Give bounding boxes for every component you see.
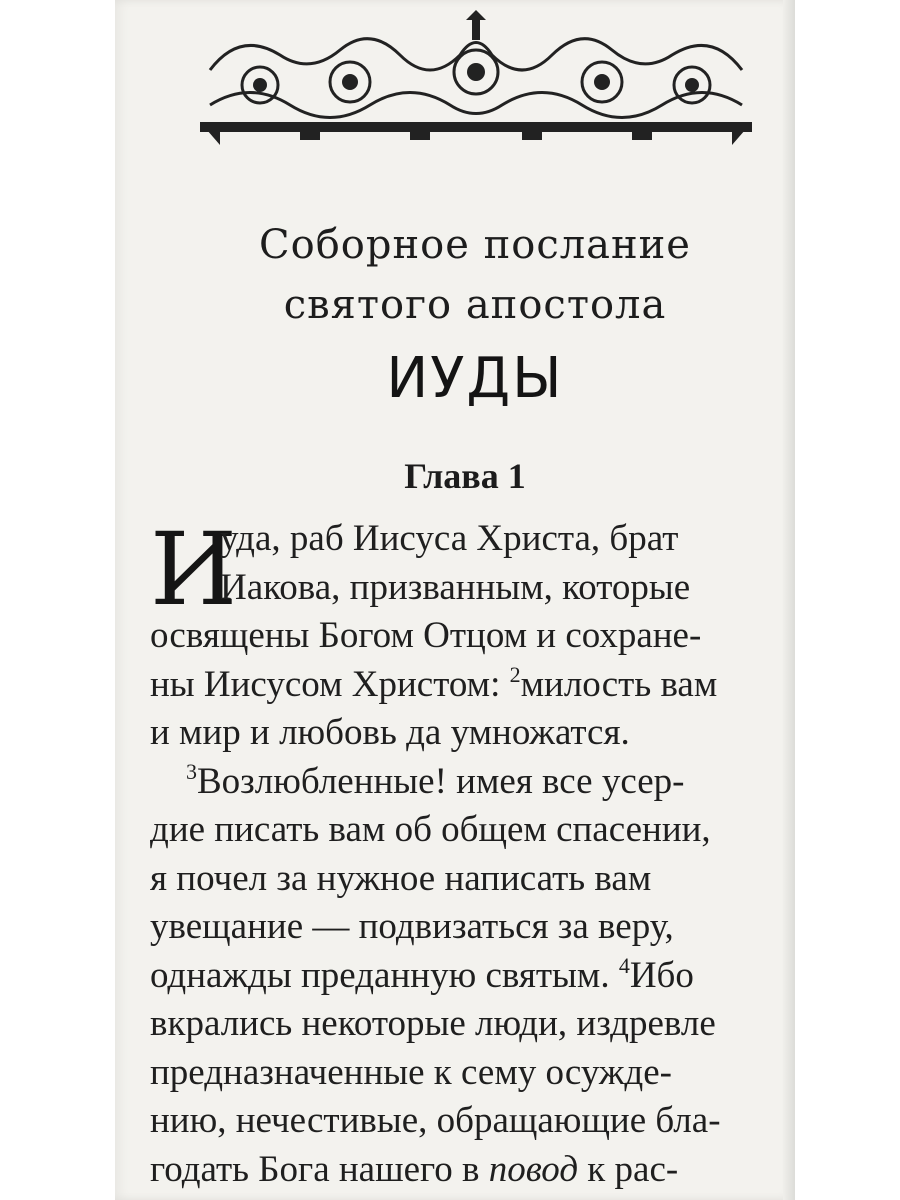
title-line-2: святого апостола <box>283 282 667 328</box>
text-segment: ны Иисусом Христом: <box>150 663 510 705</box>
text-line <box>150 661 780 710</box>
text-line <box>150 758 780 807</box>
text-segment: милость вам <box>520 663 718 705</box>
text-line <box>150 952 780 1001</box>
text-segment: Ибо <box>629 954 694 996</box>
text-italic: повод <box>488 1148 579 1190</box>
ornament-headpiece <box>200 10 752 145</box>
title-line-1: Соборное послание <box>259 222 691 268</box>
text-segment: годать Бога нашего в <box>150 1148 489 1190</box>
text-line: Иакова, призванным, которые <box>220 566 691 608</box>
text-line: я почел за нужное написать вам <box>150 857 652 899</box>
verse-number: 2 <box>509 661 521 687</box>
text-line: дие писать вам об общем спасении, <box>150 809 711 850</box>
page-edge <box>783 0 795 1200</box>
text-line: нию, нечестивые, обращающие бла- <box>150 1100 721 1141</box>
text-line <box>150 1146 780 1195</box>
text-line: и мир и любовь да умножатся. <box>150 712 630 753</box>
text-line: освящены Богом Отцом и сохране- <box>150 615 702 656</box>
text-line: предназначенные к сему осужде- <box>150 1051 672 1093</box>
book-title <box>140 215 810 419</box>
text-line: уда, раб Иисуса Христа, брат <box>220 518 679 559</box>
drop-cap: И <box>150 511 238 628</box>
title-name: ИУДЫ <box>386 346 564 411</box>
verse-number: 3 <box>186 758 197 784</box>
text-segment: Возлюбленные! имея все усер- <box>197 760 685 802</box>
chapter-heading: Глава 1 <box>404 456 526 496</box>
text-segment: однажды преданную святым. <box>150 954 619 996</box>
verse-text <box>150 511 780 1194</box>
verse-number: 4 <box>618 952 630 978</box>
text-line: вкрались некоторые люди, издревле <box>150 1003 716 1044</box>
text-line: увещание — подвизаться за веру, <box>150 906 674 947</box>
text-segment: к рас- <box>578 1148 679 1190</box>
